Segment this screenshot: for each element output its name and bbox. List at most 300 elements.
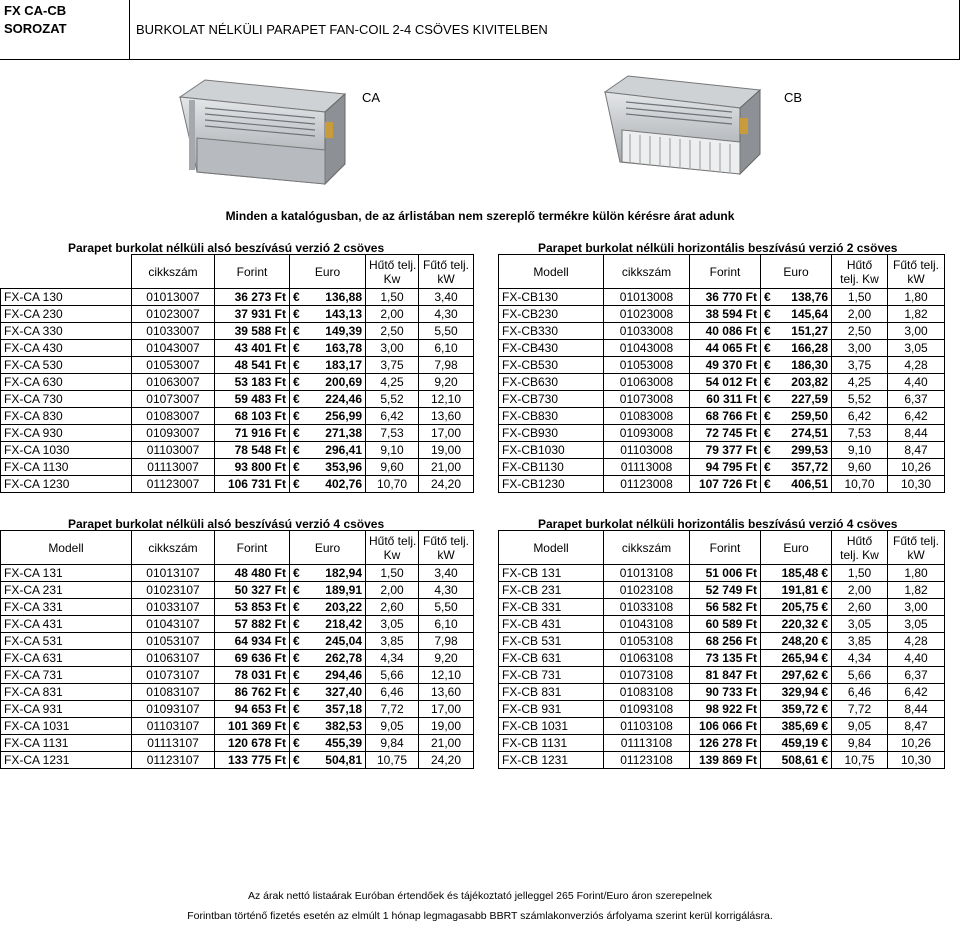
euro-value: 294,46 <box>325 668 362 682</box>
cell-article-number: 01063108 <box>604 650 690 667</box>
cell-price-eur <box>761 340 832 357</box>
cell-heating-capacity: 3,00 <box>888 599 945 616</box>
cell-price-eur <box>761 442 832 459</box>
euro-value: 459,19 <box>781 736 819 750</box>
cell-heating-capacity: 17,00 <box>419 425 474 442</box>
cell-article-number: 01093108 <box>604 701 690 718</box>
cell-article-number: 01103007 <box>132 442 215 459</box>
euro-symbol: € <box>293 668 300 682</box>
cell-article-number: 01013008 <box>604 289 690 306</box>
label-ca: CA <box>362 90 381 105</box>
price-table-ca-4pipe <box>0 530 474 769</box>
table-row <box>499 718 945 735</box>
table-row <box>499 684 945 701</box>
euro-symbol: € <box>293 651 300 665</box>
cell-price-eur <box>761 425 832 442</box>
section-title-ca-4pipe: Parapet burkolat nélküli alsó beszívású verzió 4 csöves <box>68 517 385 531</box>
cell-heating-capacity: 12,10 <box>419 391 474 408</box>
catalog-note: Minden a katalógusban, de az árlistában nem szereplő termékre külön kérésre árat adunk <box>225 209 735 223</box>
euro-value: 256,99 <box>325 409 362 423</box>
cell-price-huf: 52 749 Ft <box>690 582 761 599</box>
section-title-ca-2pipe: Parapet burkolat nélküli alsó beszívású verzió 2 csöves <box>68 241 385 255</box>
cell-article-number: 01013108 <box>604 565 690 582</box>
cell-heating-capacity: 6,37 <box>888 391 945 408</box>
cell-model: FX-CB 631 <box>499 650 604 667</box>
table-row <box>1 752 474 769</box>
cell-cooling-capacity: 9,60 <box>366 459 419 476</box>
cell-price-eur <box>761 306 832 323</box>
cell-heating-capacity: 8,44 <box>888 425 945 442</box>
euro-symbol: € <box>764 341 771 355</box>
cell-cooling-capacity: 4,34 <box>366 650 419 667</box>
header-cooling <box>832 531 888 565</box>
euro-value: 382,53 <box>325 719 362 733</box>
cell-cooling-capacity: 7,72 <box>366 701 419 718</box>
cell-cooling-capacity: 5,66 <box>832 667 888 684</box>
cell-price-huf: 44 065 Ft <box>690 340 761 357</box>
euro-symbol: € <box>764 358 771 372</box>
label-cb: CB <box>784 90 803 105</box>
cell-model: FX-CA 530 <box>1 357 132 374</box>
cell-model: FX-CB 1231 <box>499 752 604 769</box>
cell-heating-capacity: 12,10 <box>419 667 474 684</box>
table-row <box>1 633 474 650</box>
cell-article-number: 01123008 <box>604 476 690 493</box>
cell-article-number: 01073108 <box>604 667 690 684</box>
table-row <box>499 340 945 357</box>
cell-price-eur <box>290 408 366 425</box>
cell-cooling-capacity: 10,75 <box>832 752 888 769</box>
cell-article-number: 01073107 <box>132 667 215 684</box>
cell-cooling-capacity: 3,75 <box>366 357 419 374</box>
table-row <box>499 633 945 650</box>
cell-price-eur <box>761 701 832 718</box>
cell-cooling-capacity: 6,42 <box>832 408 888 425</box>
cell-price-eur <box>761 357 832 374</box>
euro-value: 385,69 <box>781 719 819 733</box>
cell-heating-capacity: 8,47 <box>888 442 945 459</box>
cell-price-huf: 43 401 Ft <box>215 340 290 357</box>
header-cooling <box>832 255 888 289</box>
cell-price-huf: 69 636 Ft <box>215 650 290 667</box>
cell-price-huf: 36 770 Ft <box>690 289 761 306</box>
cell-price-eur <box>290 476 366 493</box>
header-heating <box>419 255 474 289</box>
cell-price-eur <box>761 718 832 735</box>
price-table-cb-4pipe <box>498 530 945 769</box>
euro-value: 508,61 <box>781 753 819 767</box>
euro-symbol: € <box>821 702 828 716</box>
cell-model: FX-CB 431 <box>499 616 604 633</box>
header-cooling-unit: Kw <box>383 271 401 286</box>
cell-article-number: 01083008 <box>604 408 690 425</box>
table-row <box>499 306 945 323</box>
cell-price-eur <box>761 565 832 582</box>
euro-value: 191,81 <box>781 583 819 597</box>
cell-price-huf: 73 135 Ft <box>690 650 761 667</box>
cell-cooling-capacity: 9,60 <box>832 459 888 476</box>
cell-price-huf: 72 745 Ft <box>690 425 761 442</box>
cell-cooling-capacity: 2,00 <box>832 582 888 599</box>
euro-value: 327,40 <box>325 685 362 699</box>
cell-article-number: 01093008 <box>604 425 690 442</box>
header-heating-unit: kW <box>907 547 925 562</box>
table-row <box>1 650 474 667</box>
cell-article-number: 01063107 <box>132 650 215 667</box>
section-title-cb-4pipe: Parapet burkolat nélküli horizontális beszívású verzió 4 csöves <box>538 517 898 531</box>
page-title: BURKOLAT NÉLKÜLI PARAPET FAN-COIL 2-4 CSÖVES KIVITELBEN <box>136 22 548 37</box>
table-row <box>1 289 474 306</box>
cell-price-eur <box>761 735 832 752</box>
table-row <box>499 650 945 667</box>
cell-price-eur <box>761 684 832 701</box>
cell-cooling-capacity: 3,00 <box>366 340 419 357</box>
cell-article-number: 01053108 <box>604 633 690 650</box>
table-row <box>1 391 474 408</box>
table-row <box>499 374 945 391</box>
cell-model: FX-CA 730 <box>1 391 132 408</box>
header-heating-unit: kW <box>907 271 925 286</box>
euro-symbol: € <box>821 753 828 767</box>
euro-value: 189,91 <box>325 583 362 597</box>
cell-price-eur <box>290 459 366 476</box>
cell-price-eur <box>761 459 832 476</box>
cell-model: FX-CB130 <box>499 289 604 306</box>
cell-article-number: 01123108 <box>604 752 690 769</box>
cell-price-huf: 48 480 Ft <box>215 565 290 582</box>
cell-model: FX-CA 1231 <box>1 752 132 769</box>
cell-price-eur <box>761 633 832 650</box>
header-cooling-label: Hűtő telj. <box>369 257 417 272</box>
cell-price-eur <box>761 667 832 684</box>
header-heating-unit: kW <box>437 271 455 286</box>
euro-value: 402,76 <box>325 477 362 491</box>
cell-cooling-capacity: 2,00 <box>832 306 888 323</box>
header-euro: Euro <box>761 531 832 565</box>
cell-article-number: 01013007 <box>132 289 215 306</box>
table-row <box>1 701 474 718</box>
cell-article-number: 01113108 <box>604 735 690 752</box>
table-row <box>1 667 474 684</box>
table-row <box>499 442 945 459</box>
cell-price-huf: 53 183 Ft <box>215 374 290 391</box>
table-row <box>499 735 945 752</box>
euro-symbol: € <box>293 426 300 440</box>
cell-article-number: 01123107 <box>132 752 215 769</box>
cell-article-number: 01093107 <box>132 701 215 718</box>
cell-article-number: 01083007 <box>132 408 215 425</box>
euro-value: 357,18 <box>325 702 362 716</box>
table-row <box>499 476 945 493</box>
cell-heating-capacity: 5,50 <box>419 599 474 616</box>
cell-heating-capacity: 7,98 <box>419 357 474 374</box>
table-row <box>1 582 474 599</box>
cell-heating-capacity: 6,42 <box>888 684 945 701</box>
cell-heating-capacity: 8,44 <box>888 701 945 718</box>
cell-article-number: 01023008 <box>604 306 690 323</box>
cell-article-number: 01113007 <box>132 459 215 476</box>
cell-model: FX-CA 930 <box>1 425 132 442</box>
cell-price-eur <box>290 425 366 442</box>
cell-heating-capacity: 3,05 <box>888 616 945 633</box>
header-heating-label: Fűtő telj. <box>422 257 470 272</box>
cell-price-huf: 133 775 Ft <box>215 752 290 769</box>
cell-model: FX-CA 1031 <box>1 718 132 735</box>
cell-cooling-capacity: 2,60 <box>832 599 888 616</box>
cell-heating-capacity: 3,40 <box>419 289 474 306</box>
euro-value: 151,27 <box>791 324 828 338</box>
cell-article-number: 01013107 <box>132 565 215 582</box>
cell-cooling-capacity: 1,50 <box>366 289 419 306</box>
cell-cooling-capacity: 4,25 <box>832 374 888 391</box>
cell-price-eur <box>761 582 832 599</box>
table-row <box>499 408 945 425</box>
cell-heating-capacity: 6,37 <box>888 667 945 684</box>
cell-price-huf: 68 103 Ft <box>215 408 290 425</box>
cell-model: FX-CA 931 <box>1 701 132 718</box>
table-row <box>1 408 474 425</box>
cell-cooling-capacity: 5,52 <box>832 391 888 408</box>
cell-price-huf: 98 922 Ft <box>690 701 761 718</box>
header-forint: Forint <box>215 255 290 289</box>
cell-heating-capacity: 5,50 <box>419 323 474 340</box>
cell-price-eur <box>761 476 832 493</box>
table-row <box>499 565 945 582</box>
cell-cooling-capacity: 10,75 <box>366 752 419 769</box>
euro-symbol: € <box>764 392 771 406</box>
header-forint: Forint <box>690 255 761 289</box>
euro-symbol: € <box>293 477 300 491</box>
cell-model: FX-CB1230 <box>499 476 604 493</box>
euro-value: 245,04 <box>325 634 362 648</box>
cell-price-eur <box>290 701 366 718</box>
header-cooling-unit: telj. Kw <box>840 547 879 562</box>
euro-symbol: € <box>293 307 300 321</box>
cell-article-number: 01123007 <box>132 476 215 493</box>
cell-price-eur <box>290 599 366 616</box>
cell-model: FX-CA 831 <box>1 684 132 701</box>
euro-value: 329,94 <box>781 685 819 699</box>
cell-article-number: 01023108 <box>604 582 690 599</box>
cell-article-number: 01053107 <box>132 633 215 650</box>
euro-symbol: € <box>764 409 771 423</box>
cell-model: FX-CB530 <box>499 357 604 374</box>
price-table-ca-2pipe <box>0 254 474 493</box>
cell-price-huf: 139 869 Ft <box>690 752 761 769</box>
cell-model: FX-CA 430 <box>1 340 132 357</box>
footer-note-2: Forintban történő fizetés esetén az elmúlt 1 hónap legmagasabb BBRT számlakonverziós árfolyama szerint kerül korrigálásra. <box>187 910 773 922</box>
cell-cooling-capacity: 3,05 <box>366 616 419 633</box>
euro-value: 274,51 <box>791 426 828 440</box>
header-modell: Modell <box>499 255 604 289</box>
cell-model: FX-CA 1030 <box>1 442 132 459</box>
cell-heating-capacity: 13,60 <box>419 684 474 701</box>
euro-value: 163,78 <box>325 341 362 355</box>
header-cooling-unit: telj. Kw <box>840 271 879 286</box>
euro-symbol: € <box>764 324 771 338</box>
cell-price-huf: 126 278 Ft <box>690 735 761 752</box>
euro-value: 455,39 <box>325 736 362 750</box>
header-euro: Euro <box>761 255 832 289</box>
cell-article-number: 01023007 <box>132 306 215 323</box>
cell-price-huf: 64 934 Ft <box>215 633 290 650</box>
cell-price-eur <box>761 616 832 633</box>
cell-price-eur <box>761 408 832 425</box>
euro-value: 299,53 <box>791 443 828 457</box>
cell-article-number: 01033108 <box>604 599 690 616</box>
cell-price-huf: 106 731 Ft <box>215 476 290 493</box>
header-cikkszam: cikkszám <box>132 255 215 289</box>
cell-article-number: 01073008 <box>604 391 690 408</box>
euro-value: 227,59 <box>791 392 828 406</box>
cell-article-number: 01033008 <box>604 323 690 340</box>
cell-price-eur <box>290 565 366 582</box>
cell-cooling-capacity: 3,85 <box>832 633 888 650</box>
cell-article-number: 01043008 <box>604 340 690 357</box>
euro-symbol: € <box>821 634 828 648</box>
table-row <box>499 616 945 633</box>
cell-cooling-capacity: 3,05 <box>832 616 888 633</box>
cell-cooling-capacity: 6,46 <box>832 684 888 701</box>
cell-price-huf: 93 800 Ft <box>215 459 290 476</box>
cell-model: FX-CB230 <box>499 306 604 323</box>
cell-heating-capacity: 4,40 <box>888 374 945 391</box>
product-image-ca <box>175 72 350 197</box>
series-label: SOROZAT <box>4 21 67 36</box>
cell-cooling-capacity: 7,53 <box>366 425 419 442</box>
cell-heating-capacity: 10,26 <box>888 735 945 752</box>
table-row <box>1 684 474 701</box>
euro-value: 149,39 <box>325 324 362 338</box>
header-heating-label: Fűtő telj. <box>892 533 940 548</box>
cell-cooling-capacity: 4,34 <box>832 650 888 667</box>
euro-symbol: € <box>293 341 300 355</box>
euro-symbol: € <box>821 583 828 597</box>
table-row <box>499 667 945 684</box>
table-row <box>1 718 474 735</box>
euro-symbol: € <box>293 409 300 423</box>
cell-price-eur <box>290 616 366 633</box>
cell-price-eur <box>290 357 366 374</box>
product-image-cb <box>600 72 765 187</box>
cell-cooling-capacity: 9,05 <box>366 718 419 735</box>
cell-model: FX-CB 931 <box>499 701 604 718</box>
cell-model: FX-CB 831 <box>499 684 604 701</box>
euro-value: 220,32 <box>781 617 819 631</box>
cell-price-huf: 40 086 Ft <box>690 323 761 340</box>
euro-symbol: € <box>764 443 771 457</box>
cell-heating-capacity: 6,10 <box>419 340 474 357</box>
cell-cooling-capacity: 2,00 <box>366 306 419 323</box>
header-cooling-unit: Kw <box>383 547 401 562</box>
cell-model: FX-CB 131 <box>499 565 604 582</box>
header-euro: Euro <box>290 255 366 289</box>
cell-price-eur <box>761 599 832 616</box>
euro-value: 136,88 <box>325 290 362 304</box>
euro-value: 218,42 <box>325 617 362 631</box>
cell-price-huf: 49 370 Ft <box>690 357 761 374</box>
cell-model: FX-CB 331 <box>499 599 604 616</box>
euro-value: 224,46 <box>325 392 362 406</box>
cell-price-huf: 68 766 Ft <box>690 408 761 425</box>
cell-cooling-capacity: 10,70 <box>832 476 888 493</box>
cell-cooling-capacity: 2,00 <box>366 582 419 599</box>
euro-symbol: € <box>821 736 828 750</box>
cell-heating-capacity: 3,00 <box>888 323 945 340</box>
table-row <box>499 425 945 442</box>
table-row <box>499 701 945 718</box>
cell-cooling-capacity: 10,70 <box>366 476 419 493</box>
euro-value: 200,69 <box>325 375 362 389</box>
cell-price-eur <box>290 667 366 684</box>
cell-price-eur <box>290 374 366 391</box>
cell-heating-capacity: 19,00 <box>419 442 474 459</box>
header-modell <box>1 255 132 289</box>
euro-symbol: € <box>293 566 300 580</box>
cell-model: FX-CA 830 <box>1 408 132 425</box>
euro-value: 186,30 <box>791 358 828 372</box>
euro-value: 205,75 <box>781 600 819 614</box>
header-cooling <box>366 531 419 565</box>
cell-price-huf: 94 795 Ft <box>690 459 761 476</box>
cell-price-eur <box>290 340 366 357</box>
header-cooling <box>366 255 419 289</box>
cell-model: FX-CA 130 <box>1 289 132 306</box>
euro-symbol: € <box>293 290 300 304</box>
header-cooling-label: Hűtő <box>846 257 873 272</box>
cell-model: FX-CA 131 <box>1 565 132 582</box>
cell-heating-capacity: 13,60 <box>419 408 474 425</box>
cell-article-number: 01083108 <box>604 684 690 701</box>
cell-heating-capacity: 10,30 <box>888 476 945 493</box>
cell-cooling-capacity: 3,85 <box>366 633 419 650</box>
cell-cooling-capacity: 5,52 <box>366 391 419 408</box>
table-row <box>1 442 474 459</box>
cell-heating-capacity: 6,10 <box>419 616 474 633</box>
cell-model: FX-CB430 <box>499 340 604 357</box>
cell-model: FX-CA 230 <box>1 306 132 323</box>
euro-symbol: € <box>764 460 771 474</box>
cell-price-eur <box>290 684 366 701</box>
header-euro: Euro <box>290 531 366 565</box>
cell-price-huf: 94 653 Ft <box>215 701 290 718</box>
cell-model: FX-CA 631 <box>1 650 132 667</box>
series-box <box>0 0 130 60</box>
euro-value: 182,94 <box>325 566 362 580</box>
euro-value: 271,38 <box>325 426 362 440</box>
cell-cooling-capacity: 2,50 <box>366 323 419 340</box>
cell-article-number: 01103107 <box>132 718 215 735</box>
header-heating <box>888 531 945 565</box>
cell-price-huf: 90 733 Ft <box>690 684 761 701</box>
cell-model: FX-CB 731 <box>499 667 604 684</box>
euro-value: 296,41 <box>325 443 362 457</box>
cell-article-number: 01073007 <box>132 391 215 408</box>
euro-symbol: € <box>764 290 771 304</box>
cell-price-huf: 53 853 Ft <box>215 599 290 616</box>
cell-heating-capacity: 4,30 <box>419 582 474 599</box>
cell-model: FX-CA 1131 <box>1 735 132 752</box>
cell-price-huf: 51 006 Ft <box>690 565 761 582</box>
cell-article-number: 01093007 <box>132 425 215 442</box>
cell-model: FX-CB630 <box>499 374 604 391</box>
cell-price-huf: 86 762 Ft <box>215 684 290 701</box>
euro-symbol: € <box>293 736 300 750</box>
euro-symbol: € <box>821 566 828 580</box>
cell-model: FX-CB730 <box>499 391 604 408</box>
cell-cooling-capacity: 1,50 <box>832 565 888 582</box>
cell-price-eur <box>761 752 832 769</box>
